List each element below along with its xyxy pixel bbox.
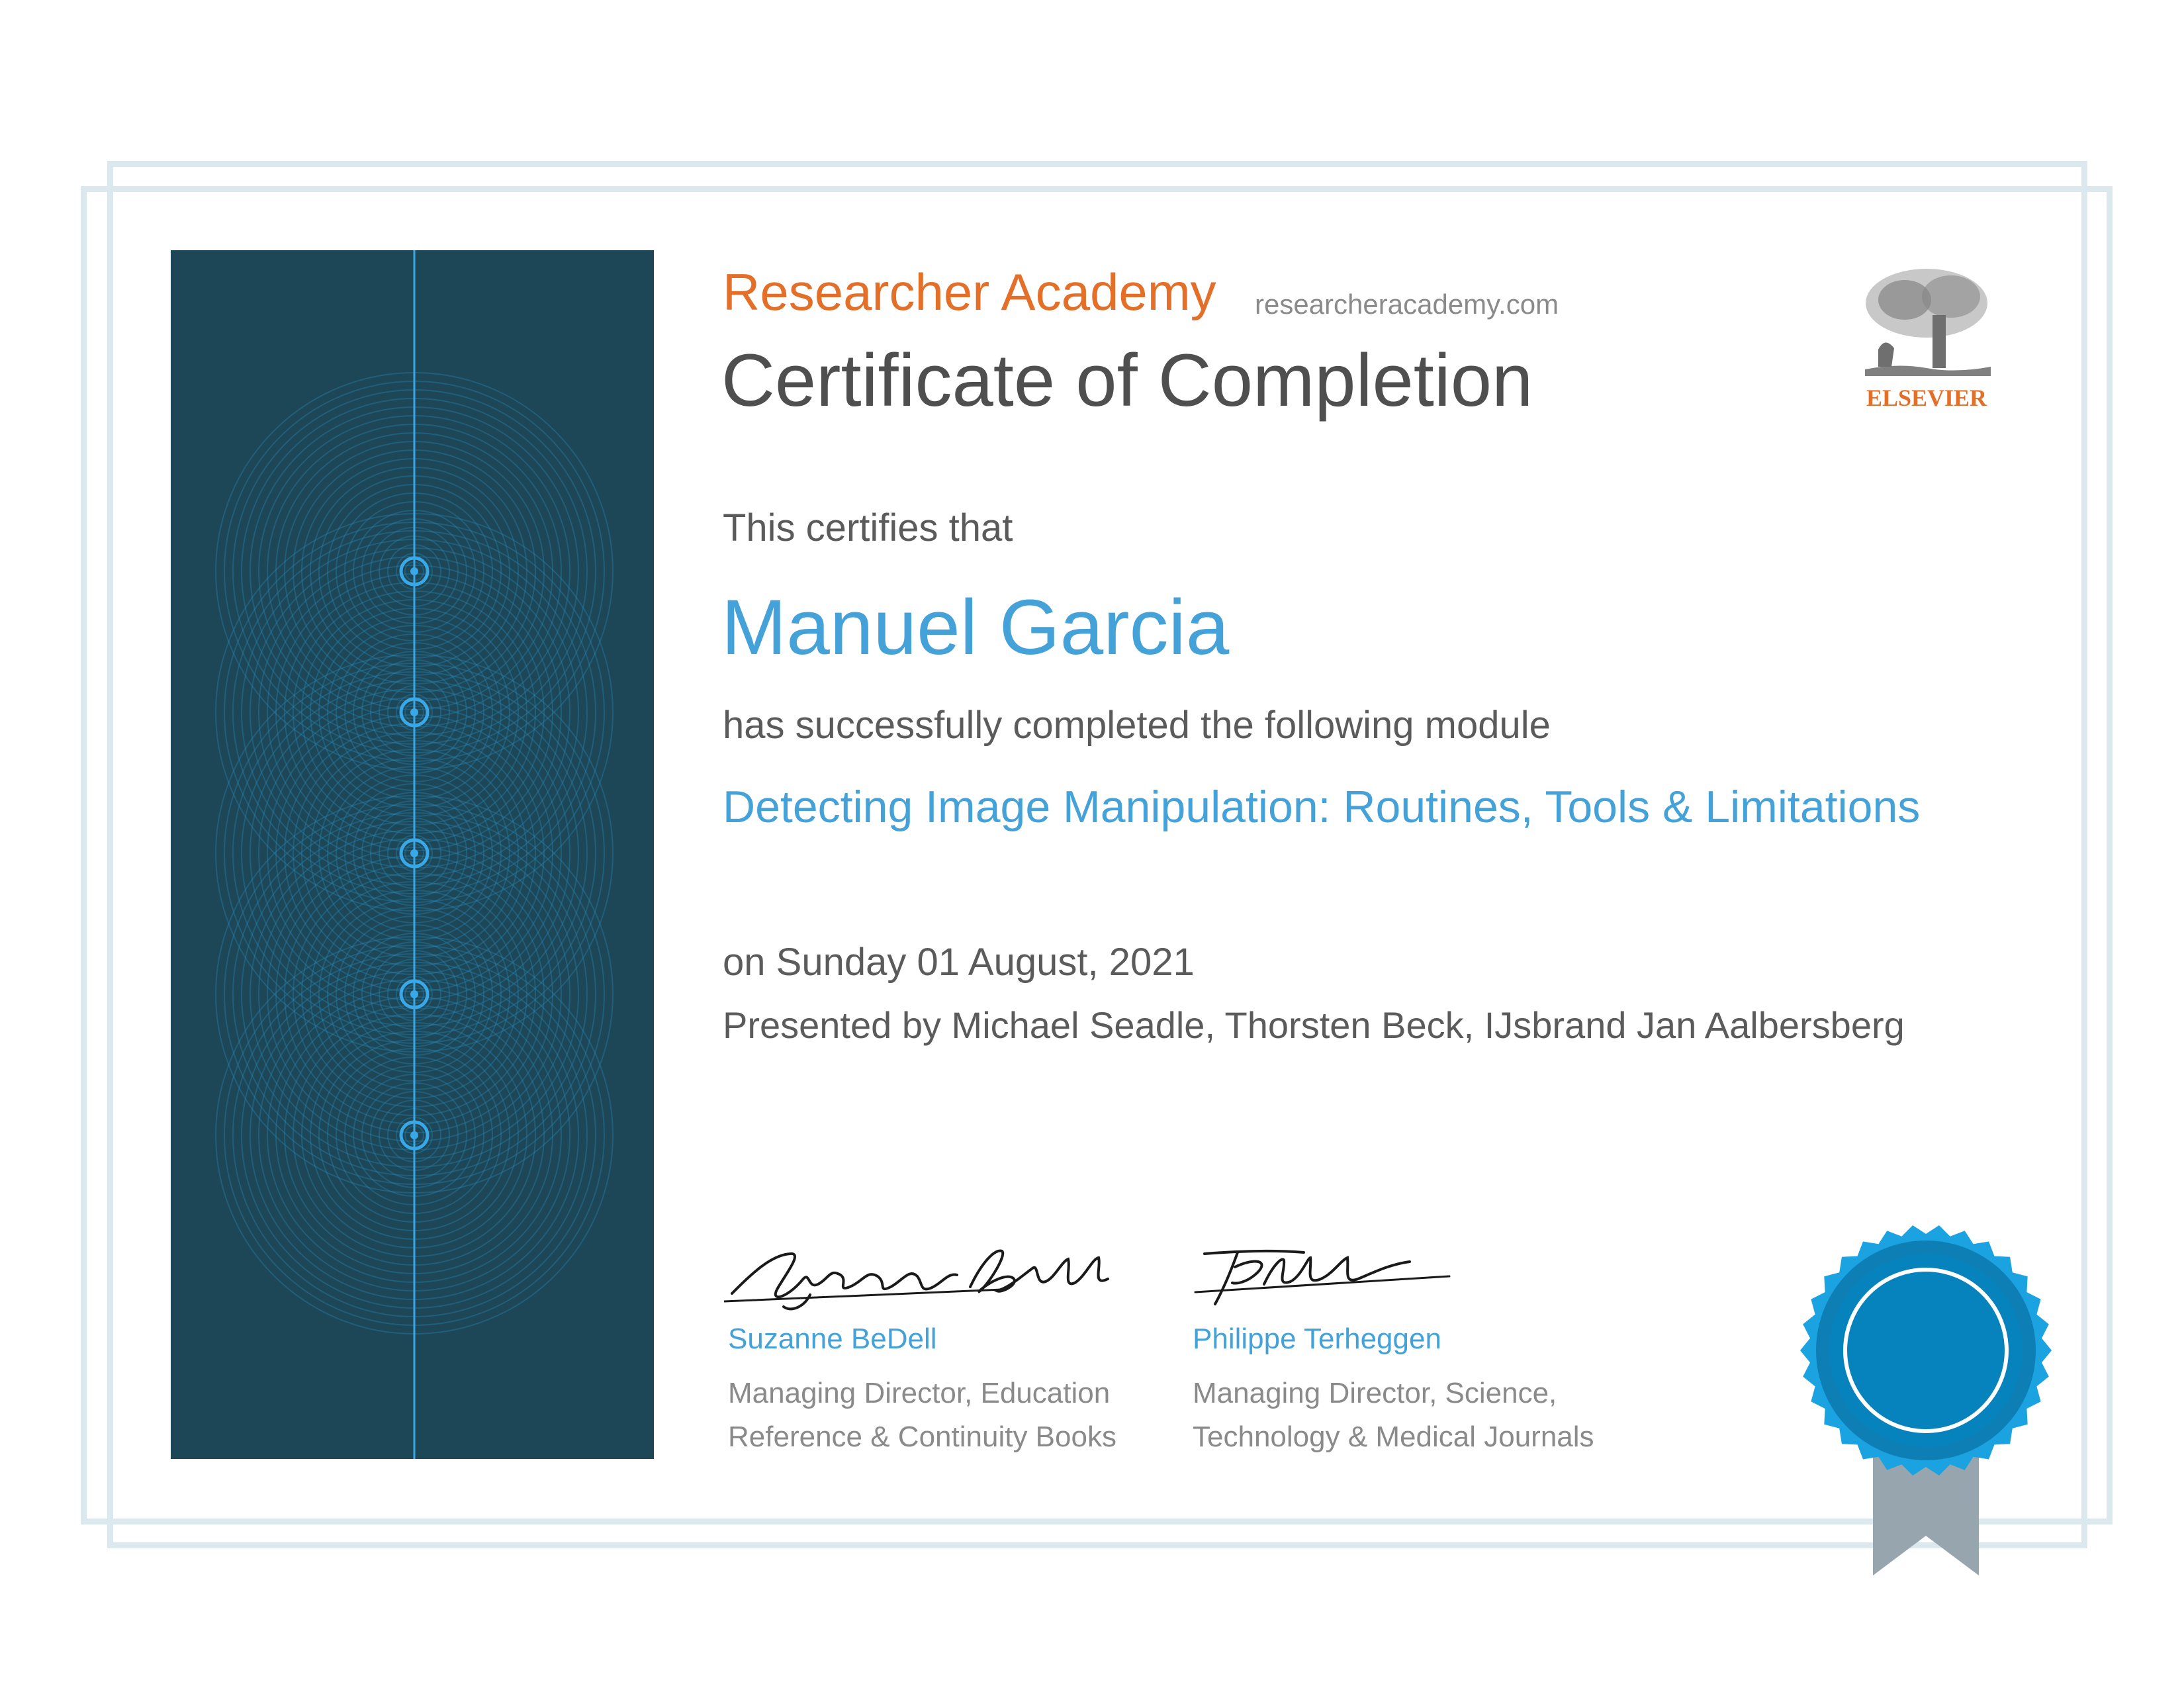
completion-date: on Sunday 01 August, 2021 [723,941,1195,984]
signatory-title-1 [728,1372,1116,1459]
ripple-node-dot [410,567,418,575]
signature-philippe-terheggen [1191,1238,1456,1311]
signatory-title-1-line-2: Reference & Continuity Books [728,1421,1116,1453]
brand-url: researcheracademy.com [1255,289,1559,320]
ripple-node-dot [410,1131,418,1139]
ripple-node-dot [410,849,418,857]
signature-suzanne-bedell [724,1229,1121,1315]
brand-name: Researcher Academy [723,263,1216,321]
presenters-text: Presented by Michael Seadle, Thorsten Beck, IJsbrand Jan Aalbersberg [723,1004,1905,1046]
ripple-pattern-art [171,250,654,1459]
ripple-node-dot [410,990,418,998]
certificate-title: Certificate of Completion [721,339,1533,422]
certifies-text: This certifies that [723,506,1013,549]
module-title: Detecting Image Manipulation: Routines, Tools & Limitations [723,782,1921,832]
recipient-name: Manuel Garcia [721,584,1230,671]
signatory-title-1-line-1: Managing Director, Education [728,1377,1111,1409]
signatory-name-1: Suzanne BeDell [728,1323,937,1355]
decorative-side-panel [171,250,654,1459]
completed-text: has successfully completed the following module [723,704,1551,747]
elsevier-wordmark: ELSEVIER [1866,385,1987,411]
award-rosette-icon [1787,1218,2065,1589]
ripple-node-dot [410,708,418,716]
signatory-title-2 [1193,1372,1594,1459]
signatory-name-2: Philippe Terheggen [1193,1323,1441,1355]
signatory-title-2-line-1: Managing Director, Science, [1193,1377,1557,1409]
signatory-title-2-line-2: Technology & Medical Journals [1193,1421,1594,1453]
